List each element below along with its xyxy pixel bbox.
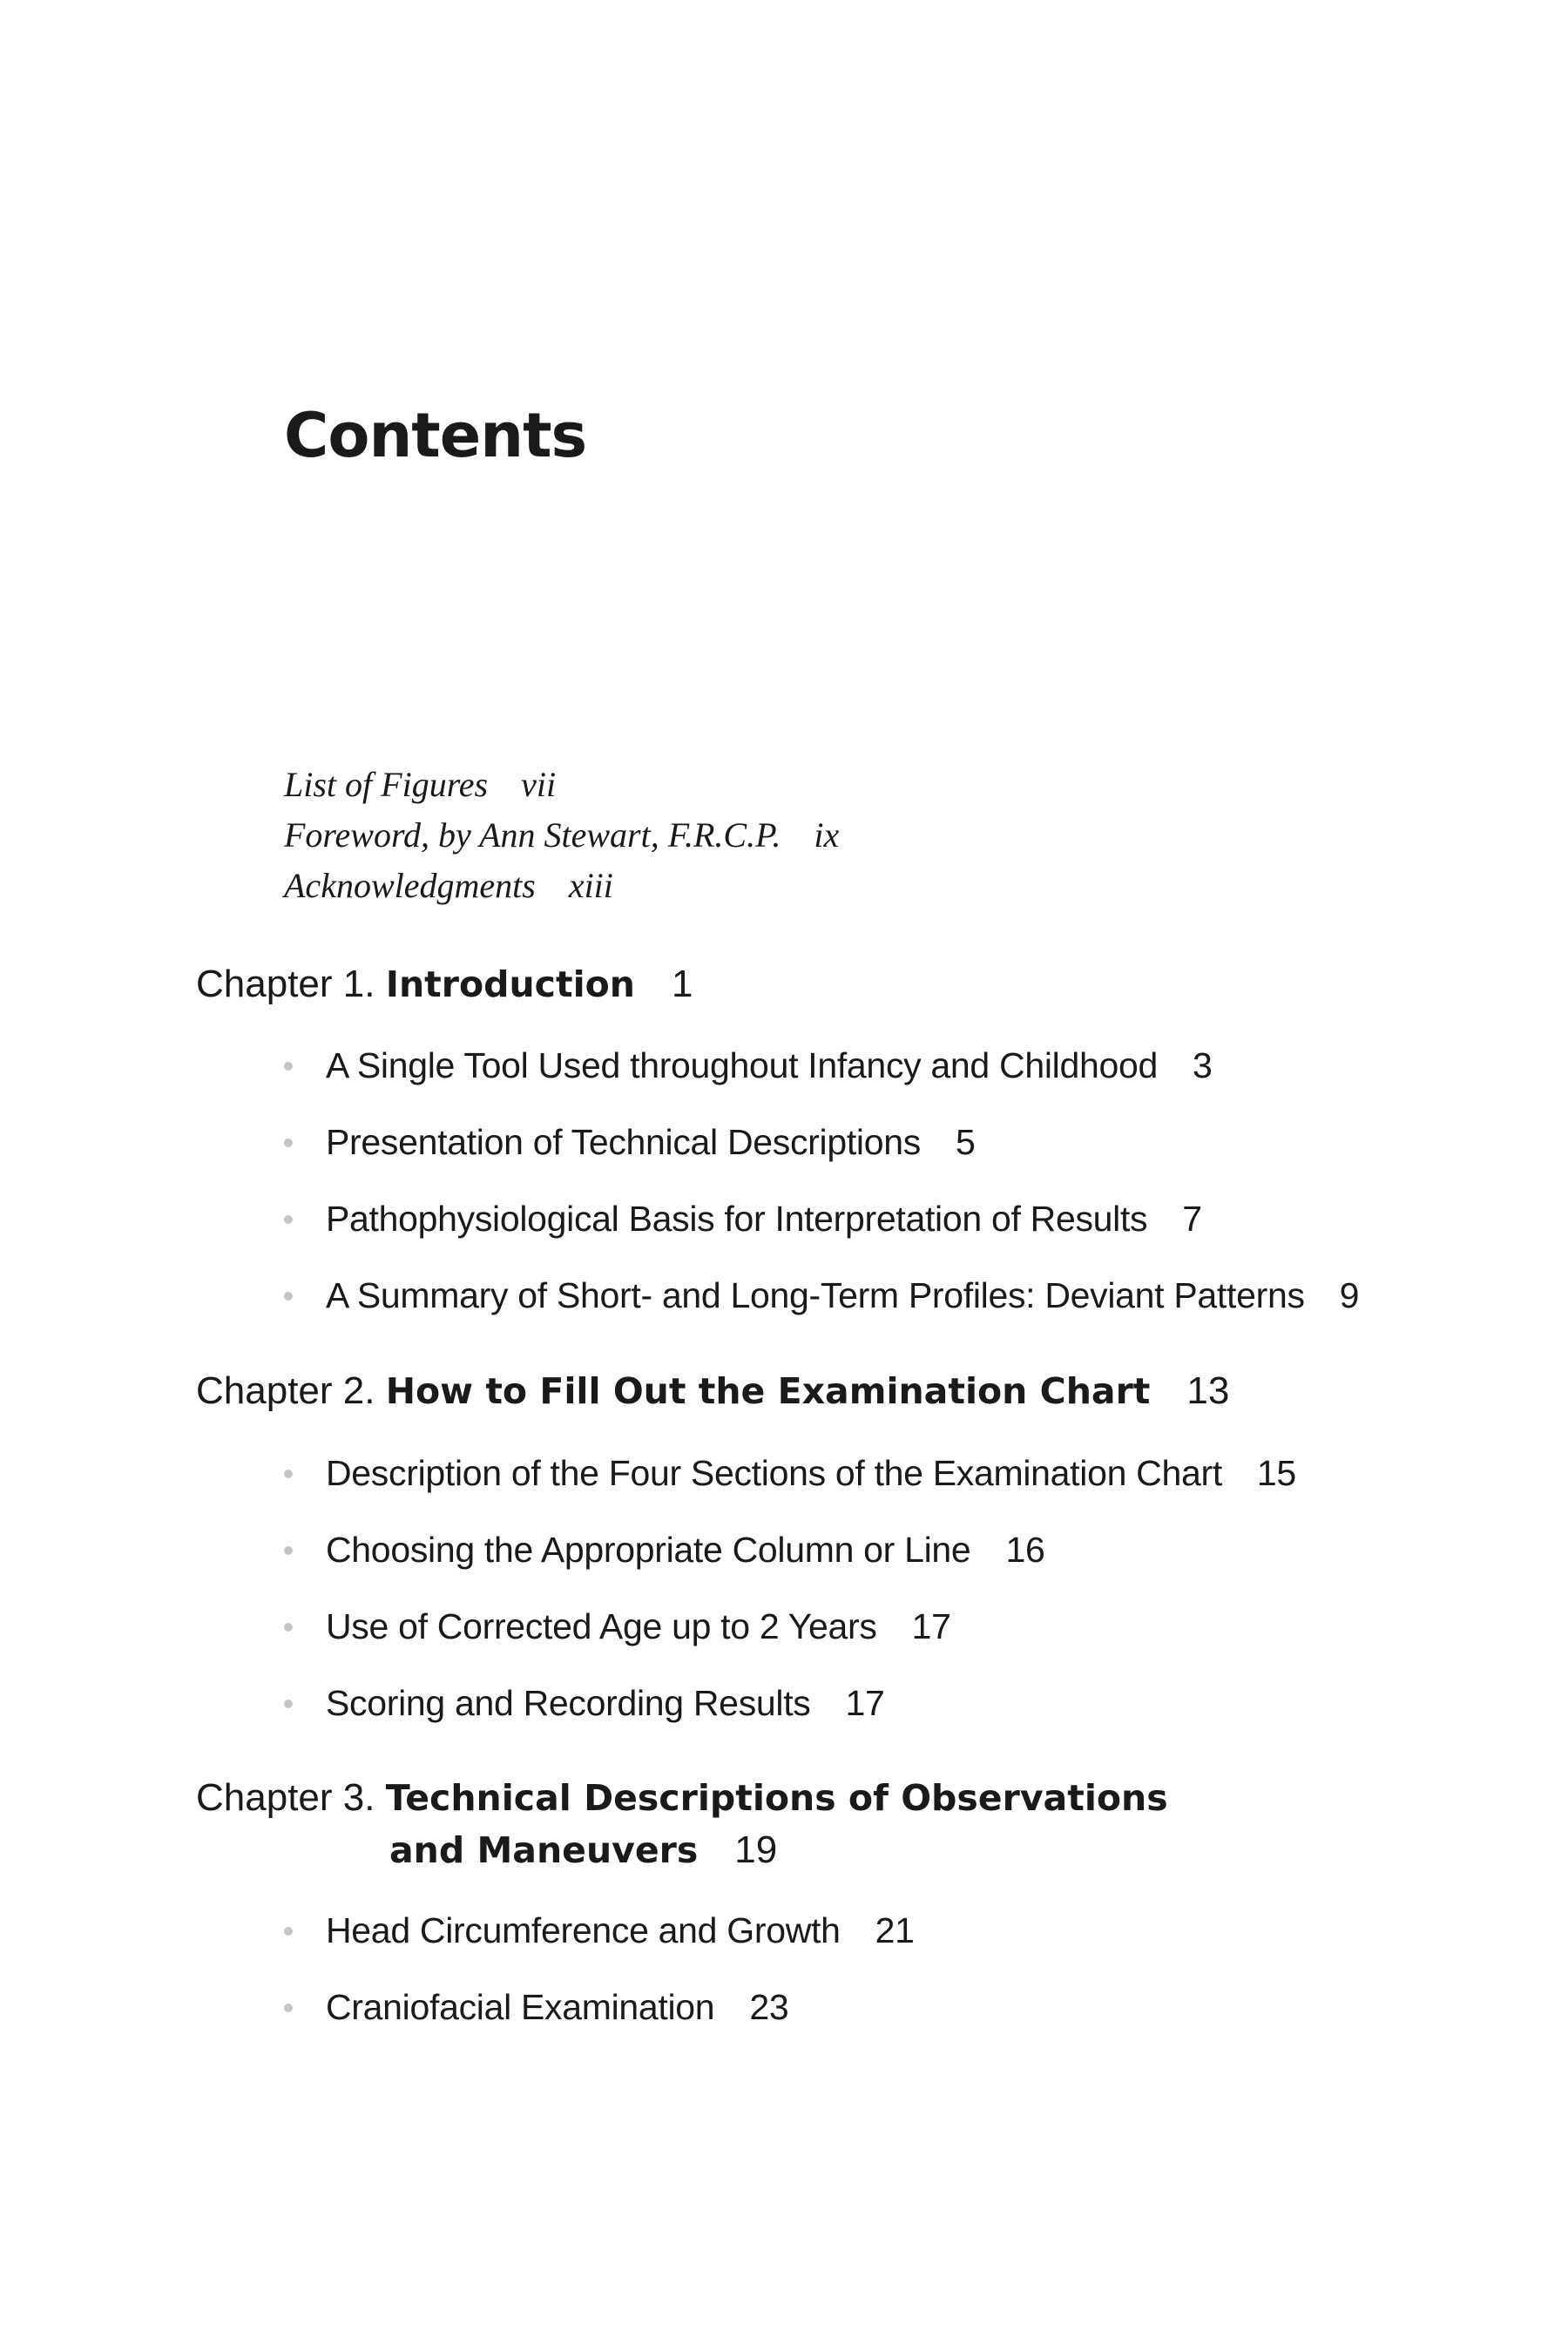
bullet-icon xyxy=(284,1927,293,1936)
section-label: A Single Tool Used throughout Infancy and Childhood xyxy=(326,1045,1158,1085)
section-label: Presentation of Technical Descriptions xyxy=(326,1122,921,1162)
chapter-prefix: Chapter 2. xyxy=(196,1369,375,1412)
bullet-icon xyxy=(284,1139,293,1147)
section-page: 7 xyxy=(1182,1199,1202,1239)
section-page: 17 xyxy=(911,1606,951,1646)
front-matter-list xyxy=(284,760,839,911)
front-matter-page: vii xyxy=(521,765,557,804)
chapter-page: 13 xyxy=(1186,1369,1230,1412)
bullet-icon xyxy=(284,1546,293,1555)
section-page: 16 xyxy=(1005,1530,1045,1570)
chapter-prefix: Chapter 3. xyxy=(196,1776,375,1819)
chapter-page: 1 xyxy=(671,963,693,1005)
chapter-prefix: Chapter 1. xyxy=(196,963,375,1005)
chapter-title: Technical Descriptions of Observations xyxy=(385,1777,1168,1819)
section-label: Pathophysiological Basis for Interpretation of Results xyxy=(326,1199,1148,1239)
front-matter-item[interactable] xyxy=(284,760,839,810)
section-label: A Summary of Short- and Long-Term Profiles: Deviant Patterns xyxy=(326,1275,1305,1315)
section-page: 21 xyxy=(875,1910,915,1950)
front-matter-item[interactable] xyxy=(284,810,839,861)
section-page: 9 xyxy=(1339,1275,1360,1315)
page-title: Contents xyxy=(284,400,587,471)
section-page: 5 xyxy=(955,1122,976,1162)
section-page: 3 xyxy=(1192,1045,1213,1085)
section-label: Use of Corrected Age up to 2 Years xyxy=(326,1606,877,1646)
section-label: Head Circumference and Growth xyxy=(326,1910,841,1950)
chapter-2-heading[interactable] xyxy=(196,1365,1229,1417)
bullet-icon xyxy=(284,1215,293,1224)
front-matter-label: Foreword, by Ann Stewart, F.R.C.P. xyxy=(284,815,781,855)
front-matter-page: xiii xyxy=(568,866,613,905)
section-label: Craniofacial Examination xyxy=(326,1987,715,2027)
section-label: Scoring and Recording Results xyxy=(326,1683,811,1723)
bullet-icon xyxy=(284,1062,293,1071)
front-matter-page: ix xyxy=(814,815,840,855)
bullet-icon xyxy=(284,1623,293,1632)
section-label: Description of the Four Sections of the Examination Chart xyxy=(326,1453,1222,1493)
chapter-3-heading[interactable] xyxy=(196,1772,1168,1876)
section-page: 17 xyxy=(845,1683,885,1723)
bullet-icon xyxy=(284,1700,293,1708)
section-label: Choosing the Appropriate Column or Line xyxy=(326,1530,971,1570)
front-matter-label: List of Figures xyxy=(284,765,489,804)
section-page: 23 xyxy=(749,1987,789,2027)
chapter-title-continued: and Maneuvers xyxy=(389,1829,699,1871)
front-matter-item[interactable] xyxy=(284,861,839,911)
section-page: 15 xyxy=(1256,1453,1296,1493)
chapter-title: How to Fill Out the Examination Chart xyxy=(385,1370,1151,1412)
front-matter-label: Acknowledgments xyxy=(284,866,536,905)
bullet-icon xyxy=(284,2004,293,2012)
bullet-icon xyxy=(284,1470,293,1478)
chapter-page: 19 xyxy=(734,1828,778,1871)
chapter-1-heading[interactable] xyxy=(196,958,693,1010)
chapter-title: Introduction xyxy=(385,963,635,1005)
bullet-icon xyxy=(284,1292,293,1301)
